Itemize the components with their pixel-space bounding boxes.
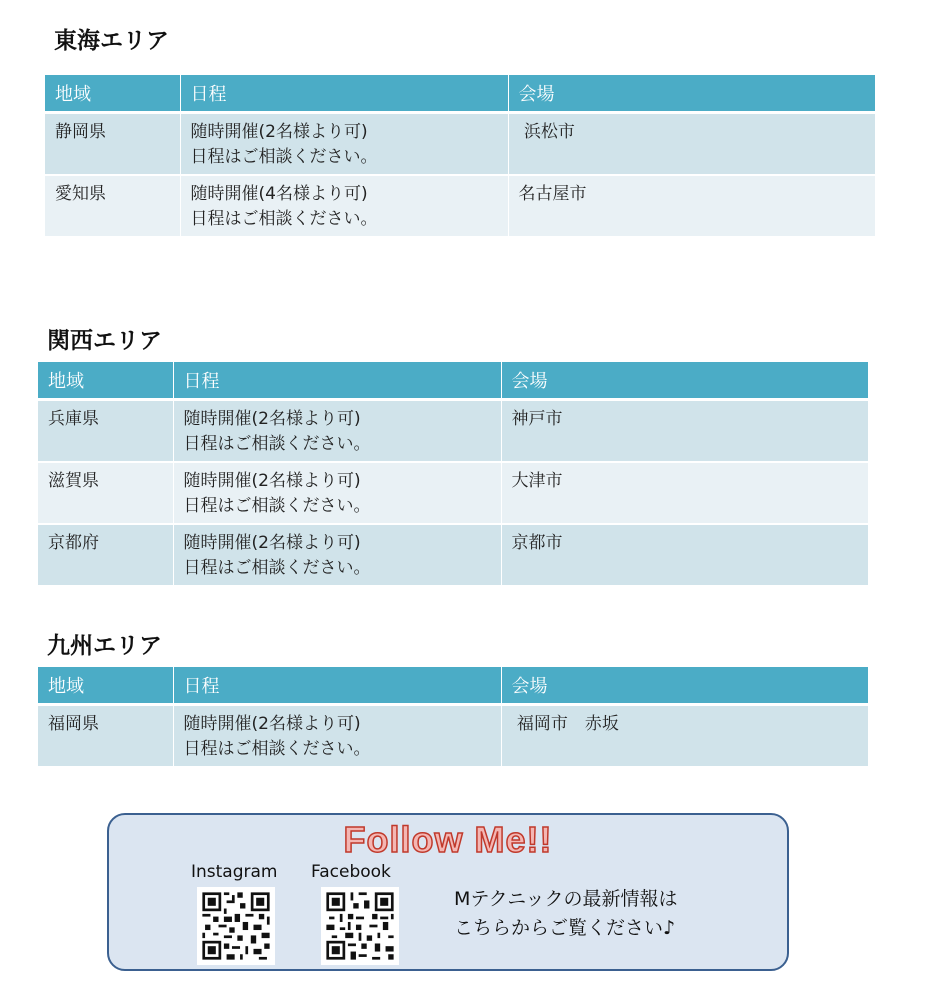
schedule-note: 日程はご相談ください。 xyxy=(190,209,378,229)
kyushu-title: 九州エリア xyxy=(47,633,162,659)
table-header xyxy=(38,362,868,400)
follow-message xyxy=(454,885,678,943)
venue-cell: 名古屋市 xyxy=(508,175,875,237)
header-region: 地域 xyxy=(45,75,180,113)
table-header xyxy=(45,75,875,113)
schedule-line: 随時開催(2名様より可) xyxy=(183,471,361,491)
region-cell: 京都府 xyxy=(38,524,173,586)
region-cell: 静岡県 xyxy=(45,113,180,176)
kansai-table xyxy=(38,362,868,587)
venue-cell: 大津市 xyxy=(501,462,868,524)
schedule-cell xyxy=(173,705,501,768)
tokai-title: 東海エリア xyxy=(54,28,169,54)
schedule-line: 随時開催(2名様より可) xyxy=(183,409,361,429)
follow-me-title: Follow Me!! xyxy=(343,819,553,860)
schedule-note: 日程はご相談ください。 xyxy=(183,558,371,578)
region-cell: 愛知県 xyxy=(45,175,180,237)
schedule-line: 随時開催(2名様より可) xyxy=(190,122,368,142)
schedule-note: 日程はご相談ください。 xyxy=(183,739,371,759)
table-row xyxy=(38,462,868,524)
facebook-label: Facebook xyxy=(311,862,391,882)
schedule-cell xyxy=(173,524,501,586)
follow-message-line1: Mテクニックの最新情報は xyxy=(454,888,678,910)
venue-cell: 京都市 xyxy=(501,524,868,586)
header-schedule: 日程 xyxy=(173,362,501,400)
table-header xyxy=(38,667,868,705)
region-cell: 滋賀県 xyxy=(38,462,173,524)
venue-cell: 浜松市 xyxy=(508,113,875,176)
table-row xyxy=(45,113,875,176)
venue-cell: 福岡市 赤坂 xyxy=(501,705,868,768)
schedule-cell xyxy=(180,175,508,237)
header-venue: 会場 xyxy=(508,75,875,113)
kansai-title: 関西エリア xyxy=(47,328,162,354)
follow-me-panel xyxy=(107,813,789,971)
header-schedule: 日程 xyxy=(173,667,501,705)
instagram-qr-icon[interactable] xyxy=(197,887,275,965)
table-row xyxy=(38,524,868,586)
follow-message-line2: こちらからご覧ください♪ xyxy=(454,917,676,939)
schedule-line: 随時開催(2名様より可) xyxy=(183,714,361,734)
table-row xyxy=(38,400,868,463)
header-region: 地域 xyxy=(38,667,173,705)
region-cell: 福岡県 xyxy=(38,705,173,768)
table-row xyxy=(45,175,875,237)
kyushu-table xyxy=(38,667,868,768)
table-row xyxy=(38,705,868,768)
facebook-qr-icon[interactable] xyxy=(321,887,399,965)
schedule-line: 随時開催(2名様より可) xyxy=(183,533,361,553)
schedule-cell xyxy=(173,462,501,524)
instagram-label: Instagram xyxy=(191,862,278,882)
header-region: 地域 xyxy=(38,362,173,400)
region-cell: 兵庫県 xyxy=(38,400,173,463)
venue-cell: 神戸市 xyxy=(501,400,868,463)
schedule-note: 日程はご相談ください。 xyxy=(183,496,371,516)
tokai-table xyxy=(45,75,875,238)
schedule-cell xyxy=(180,113,508,176)
header-schedule: 日程 xyxy=(180,75,508,113)
schedule-line: 随時開催(4名様より可) xyxy=(190,184,368,204)
schedule-note: 日程はご相談ください。 xyxy=(190,147,378,167)
schedule-note: 日程はご相談ください。 xyxy=(183,434,371,454)
header-venue: 会場 xyxy=(501,667,868,705)
schedule-cell xyxy=(173,400,501,463)
header-venue: 会場 xyxy=(501,362,868,400)
